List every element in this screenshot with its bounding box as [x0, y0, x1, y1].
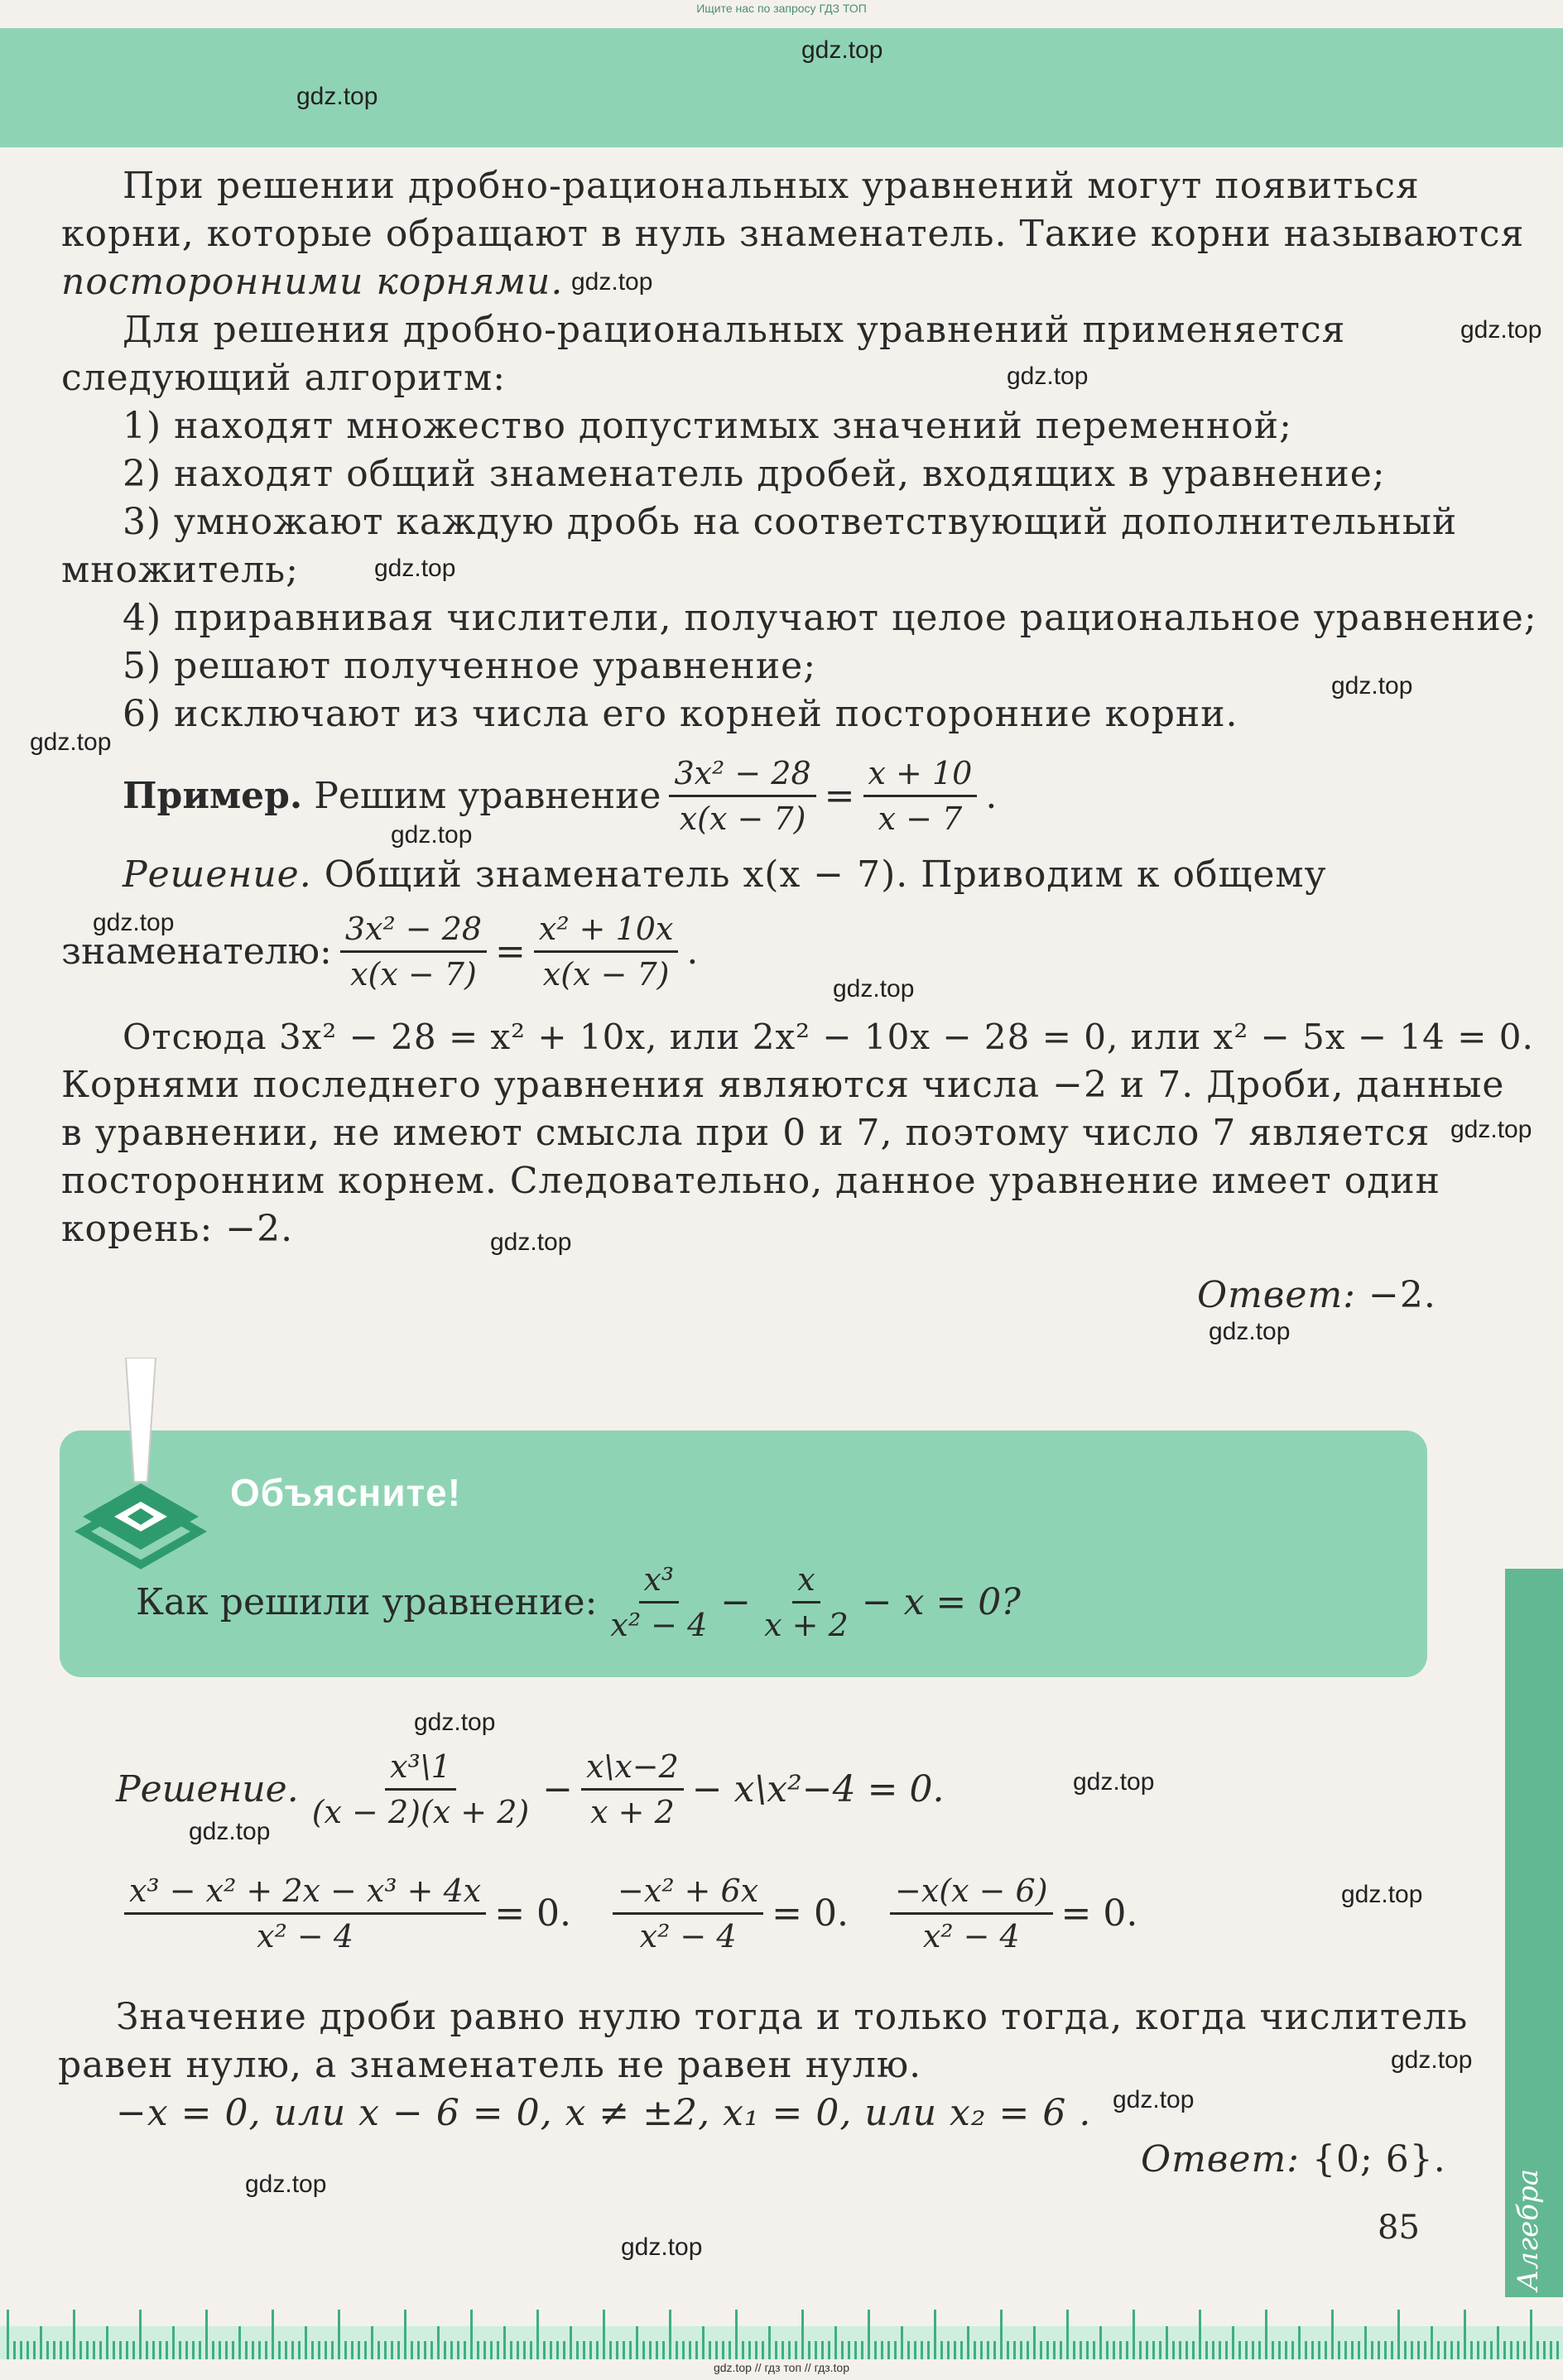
watermark: gdz.top — [1073, 1768, 1155, 1796]
explain-question: Как решили уравнение: $\frac{\text{x³}}{\text{x² − 4}}$ − $\frac{x}{x + 2}$ − x = 0? — [136, 1561, 1021, 1643]
watermark: gdz.top — [1460, 316, 1542, 344]
watermark: gdz.top — [1341, 1881, 1423, 1908]
solution-line: в уравнении, не имеют смысла при 0 и 7, поэтому число 7 является — [61, 1112, 1431, 1154]
solution2-equation: Решение. $\frac{\text{x³\textbackslash{}1}}{(x - 2)(x + 2)}$ − $\frac{x\backslash x-2}{x + 2}$ − x\x²−4 = 0. — [116, 1748, 945, 1830]
question-text: Как решили уравнение: — [136, 1581, 598, 1623]
numerator: 3x² − 28 — [669, 755, 815, 797]
equals-zero: = 0. — [494, 1892, 572, 1935]
fraction — [613, 1873, 763, 1954]
watermark: gdz.top — [1007, 363, 1089, 390]
numerator: x³\1 — [385, 1748, 456, 1791]
watermark: gdz.top — [571, 268, 653, 296]
watermark: gdz.top — [414, 1709, 496, 1736]
numerator: −x² + 6x — [613, 1873, 763, 1915]
text-line: следующий алгоритм: — [61, 357, 507, 399]
equals-zero: = 0. — [1060, 1892, 1138, 1935]
solution-line: посторонним корнем. Следовательно, данное уравнение имеет один — [61, 1160, 1440, 1202]
denominator: x + 2 — [764, 1607, 849, 1643]
numerator: x² + 10x — [534, 911, 678, 953]
solution2-line: равен нулю, а знаменатель не равен нулю. — [58, 2044, 922, 2086]
equals-zero: = 0. — [772, 1892, 849, 1935]
watermark: gdz.top — [374, 555, 456, 582]
side-label: Алгебра — [1512, 2169, 1545, 2291]
solution-text: Общий знаменатель x(x − 7). Приводим к общему — [324, 853, 1327, 896]
solution-text: знаменателю: — [61, 930, 332, 973]
header-band — [0, 28, 1563, 147]
watermark: gdz.top — [621, 2233, 703, 2261]
algorithm-step: 6) исключают из числа его корней посторонние корни. — [123, 693, 1238, 735]
solution-label: Решение. — [116, 1768, 299, 1810]
denominator: x(x − 7) — [350, 956, 477, 993]
numerator: 3x² − 28 — [340, 911, 487, 953]
example-equation: Пример. Решим уравнение $\frac{\text{3x² − 28}}{x(x - 7)}$ = $\frac{x + 10}{x - 7}$ . — [123, 755, 998, 837]
watermark: gdz.top — [1209, 1318, 1291, 1345]
watermark: gdz.top — [93, 909, 175, 936]
fraction — [124, 1873, 486, 1954]
example-label: Пример. — [123, 775, 303, 817]
denominator: x + 2 — [590, 1794, 675, 1830]
denominator: x² − 4 — [257, 1918, 354, 1954]
denominator: x² − 4 — [639, 1918, 737, 1954]
watermark: gdz.top — [1391, 2046, 1473, 2074]
watermark: gdz.top — [490, 1228, 572, 1256]
algorithm-step: 1) находят множество допустимых значений переменной; — [123, 405, 1292, 447]
text-line: Для решения дробно-рациональных уравнений применяется — [123, 309, 1346, 351]
text-line: корни, которые обращают в нуль знаменатель. Такие корни называются — [61, 213, 1525, 255]
algorithm-step: множитель; — [61, 549, 299, 591]
common-denominator-equation: знаменателю: $\frac{\text{3x² − 28}}{x(x - 7)}$ = $\frac{\text{x² + 10x}}{x(x - 7)}$ . — [61, 911, 699, 993]
text-line: При решении дробно-рациональных уравнений могут появиться — [123, 165, 1420, 207]
equation-tail: − x\x²−4 = 0. — [691, 1768, 945, 1810]
example-text: Решим уравнение — [314, 775, 661, 817]
answer-value: −2. — [1368, 1274, 1436, 1316]
watermark: gdz.top — [1331, 672, 1413, 700]
watermark: gdz.top — [30, 728, 112, 756]
exclamation-icon — [75, 1358, 207, 1581]
fraction — [863, 755, 978, 837]
numerator: x³ − x² + 2x − x³ + 4x — [124, 1873, 486, 1915]
watermark: gdz.top — [189, 1818, 271, 1845]
watermark: gdz.top — [801, 36, 883, 64]
fraction — [890, 1873, 1053, 1954]
fraction — [605, 1561, 712, 1643]
question-tail: − x = 0? — [861, 1581, 1021, 1623]
fraction — [669, 755, 815, 837]
watermark: gdz.top — [296, 83, 378, 110]
answer-label: Ответ: — [1197, 1274, 1356, 1316]
denominator: x² − 4 — [610, 1607, 708, 1643]
solution-line — [123, 851, 1327, 899]
watermark: gdz.top — [391, 821, 473, 849]
numerator: x + 10 — [863, 755, 978, 797]
watermark: gdz.top — [1450, 1116, 1532, 1143]
numerator: −x(x − 6) — [890, 1873, 1053, 1915]
numerator: x\x−2 — [581, 1748, 684, 1791]
denominator: x − 7 — [878, 801, 963, 837]
algorithm-step: 2) находят общий знаменатель дробей, входящих в уравнение; — [123, 453, 1386, 495]
numerator: x — [792, 1561, 820, 1603]
answer — [1141, 2136, 1446, 2184]
solution2-line: −x = 0, или x − 6 = 0, x ≠ ±2, x₁ = 0, или x₂ = 6 . — [116, 2092, 1092, 2134]
solution2-simplification — [116, 1873, 1137, 1954]
solution-label: Решение. — [123, 853, 312, 896]
denominator: x(x − 7) — [679, 801, 806, 837]
ruler-decoration — [0, 2268, 1563, 2359]
solution-line: корень: −2. — [61, 1208, 294, 1250]
algorithm-step: 5) решают полученное уравнение; — [123, 645, 817, 687]
watermark: gdz.top — [1113, 2086, 1195, 2113]
answer — [1197, 1272, 1436, 1320]
watermark: gdz.top — [833, 975, 915, 1002]
page-number: 85 — [1378, 2209, 1420, 2247]
denominator: x(x − 7) — [542, 956, 670, 993]
algorithm-step: 4) приравнивая числители, получают целое рациональное уравнение; — [123, 597, 1537, 639]
fraction — [340, 911, 487, 993]
numerator: x³ — [639, 1561, 680, 1603]
fraction — [581, 1748, 684, 1830]
answer-label: Ответ: — [1141, 2138, 1300, 2180]
watermark: gdz.top — [245, 2171, 327, 2198]
solution-line: Корнями последнего уравнения являются числа −2 и 7. Дроби, данные — [61, 1064, 1505, 1106]
denominator: x² − 4 — [922, 1918, 1020, 1954]
top-note: Ищите нас по запросу ГДЗ ТОП — [696, 2, 867, 15]
equals-sign: = — [824, 775, 855, 817]
solution2-line: Значение дроби равно нулю тогда и только тогда, когда числитель — [116, 1996, 1469, 2038]
explain-title: Объясните! — [230, 1471, 462, 1514]
bottom-note: gdz.top // гдз топ // гдз.top — [713, 2361, 850, 2374]
algorithm-step: 3) умножают каждую дробь на соответствующий дополнительный — [123, 501, 1458, 543]
fraction — [759, 1561, 854, 1643]
answer-value: {0; 6}. — [1312, 2138, 1446, 2180]
solution-line: Отсюда 3x² − 28 = x² + 10x, или 2x² − 10x − 28 = 0, или x² − 5x − 14 = 0. — [123, 1017, 1534, 1057]
fraction — [307, 1748, 535, 1830]
fraction — [534, 911, 678, 993]
denominator: (x − 2)(x + 2) — [311, 1794, 530, 1830]
term-extraneous-roots: посторонними корнями. — [61, 261, 564, 303]
